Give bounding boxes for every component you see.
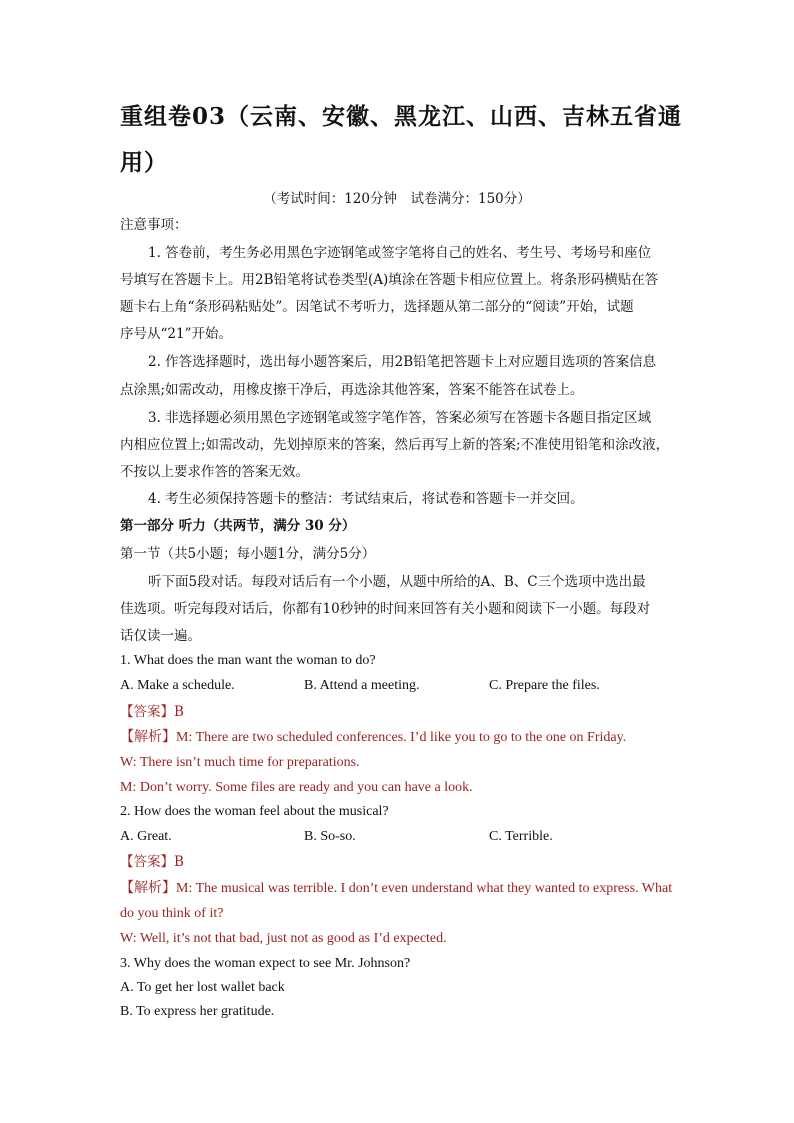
exam-title xyxy=(120,94,690,186)
notice-line: 3. 非选择题必须用黑色字迹钢笔或签字笔作答，答案必须写在答题卡各题目指定区域 xyxy=(148,410,652,426)
instruction-line: 话仅读一遍。 xyxy=(120,628,201,644)
option-b: B. To express her gratitude. xyxy=(120,1004,275,1019)
notice-heading: 注意事项： xyxy=(120,217,188,233)
question-stem: 3. Why does the woman expect to see Mr. Johnson? xyxy=(120,956,411,971)
answer: 【答案】B xyxy=(120,854,184,870)
analysis-line: W: Well, it’s not that bad, just not as good as I’d expected. xyxy=(120,931,447,946)
section1-heading: 第一节（共5小题；每小题1分，满分5分） xyxy=(120,546,376,562)
analysis-line: do you think of it? xyxy=(120,906,224,921)
exam-title-line1: 重组卷03（云南、安徽、黑龙江、山西、吉林五省通 xyxy=(120,103,683,130)
exam-title-line2: 用） xyxy=(120,149,168,176)
analysis-line: 【解析】M: There are two scheduled conferences. I’d like you to go to the one on Friday. xyxy=(120,730,627,745)
notice-line: 2. 作答选择题时，选出每小题答案后，用2B铅笔把答题卡上对应题目选项的答案信息 xyxy=(148,354,657,370)
option-a: A. To get her lost wallet back xyxy=(120,980,285,995)
question-stem: 2. How does the woman feel about the musical? xyxy=(120,804,389,819)
option-c: C. Terrible. xyxy=(489,829,553,844)
analysis-line: W: There isn’t much time for preparations. xyxy=(120,755,360,770)
option-a: A. Make a schedule. xyxy=(120,678,235,693)
option-c: C. Prepare the files. xyxy=(489,678,600,693)
notice-line: 号填写在答题卡上。用2B铅笔将试卷类型(A)填涂在答题卡相应位置上。将条形码横贴在答 xyxy=(120,272,659,288)
analysis-line: M: Don’t worry. Some files are ready and you can have a look. xyxy=(120,780,473,795)
option-b: B. So-so. xyxy=(304,829,356,844)
option-b: B. Attend a meeting. xyxy=(304,678,420,693)
notice-line: 1. 答卷前，考生务必用黑色字迹钢笔或签字笔将自己的姓名、考生号、考场号和座位 xyxy=(148,245,652,261)
notice-line: 不按以上要求作答的答案无效。 xyxy=(120,464,309,480)
option-a: A. Great. xyxy=(120,829,172,844)
analysis-line: 【解析】M: The musical was terrible. I don’t even understand what they wanted to express. What xyxy=(120,881,673,896)
notice-line: 内相应位置上;如需改动，先划掉原来的答案，然后再写上新的答案;不准使用铅笔和涂改液， xyxy=(120,437,670,453)
instruction-line: 听下面5段对话。每段对话后有一个小题，从题中所给的A、B、C三个选项中选出最 xyxy=(148,574,646,590)
notice-line: 点涂黑;如需改动，用橡皮擦干净后，再选涂其他答案，答案不能答在试卷上。 xyxy=(120,382,584,398)
notice-line: 4. 考生必须保持答题卡的整洁：考试结束后，将试卷和答题卡一并交回。 xyxy=(148,491,584,507)
notice-line: 序号从“21”开始。 xyxy=(120,326,232,342)
notice-line: 题卡右上角“条形码粘贴处”。因笔试不考听力，选择题从第二部分的“阅读”开始，试题 xyxy=(120,299,634,315)
instruction-line: 佳选项。听完每段对话后，你都有10秒钟的时间来回答有关小题和阅读下一小题。每段对 xyxy=(120,601,651,617)
part1-heading: 第一部分 听力（共两节，满分 30 分） xyxy=(120,518,356,534)
question-stem: 1. What does the man want the woman to do? xyxy=(120,653,376,668)
answer: 【答案】B xyxy=(120,704,184,720)
exam-info: （考试时间：120分钟 试卷满分：150分） xyxy=(263,191,531,207)
